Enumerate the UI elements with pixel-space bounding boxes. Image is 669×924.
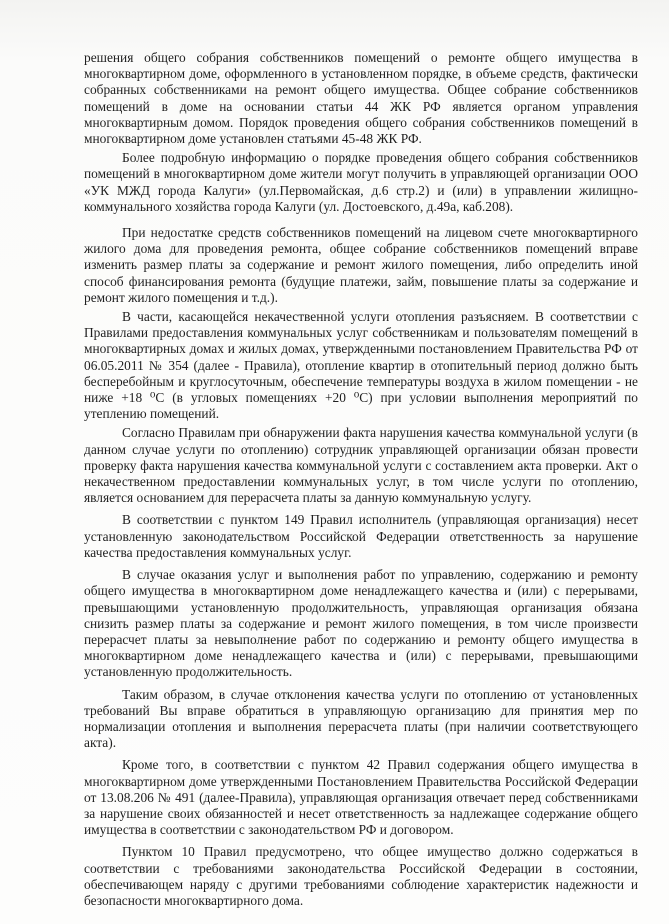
paragraph-clause-42: Кроме того, в соответствии с пунктом 42 Правил содержания общего имущества в многоквартирном доме утвержденными Постановлением Правительства Российской Федерации от 13.08.206 № 491 (далее-Правила), управляющая организация отвечает перед собственниками за нарушение своих обязанностей и несет ответственность за надлежащее содержание общего имущества в соответствии с законодательством РФ и договором.: [84, 757, 638, 838]
paragraph-heating-quality: В части, касающейся некачественной услуги отопления разъясняем. В соответствии с Правилами предоставления коммунальных услуг собственникам и пользователям помещений в многоквартирных домах и жилых домах, утвержденными постановлением Правительства РФ от 06.05.2011 № 354 (далее - Правила), отопление квартир в отопительный период должно быть бесперебойным и круглосуточным, обеспечение температуры воздуха в жилом помещении - не ниже +18 ⁰С (в угловых помещениях +20 ⁰С) при условии выполнения мероприятий по утеплению помещений.: [84, 309, 638, 422]
document-body: [84, 50, 638, 909]
paragraph-continuation: решения общего собрания собственников помещений о ремонте общего имущества в многоквартирном доме, оформленного в установленном порядке, в объеме средств, фактически собранных собственниками на ремонт общего имущества. Общее собрание собственников помещений в доме на основании статьи 44 ЖК РФ является органом управления многоквартирным домом. Порядок проведения общего собрания собственников помещений в многоквартирном доме установлен статьями 45-48 ЖК РФ.: [84, 50, 638, 147]
paragraph-inspection-act: Согласно Правилам при обнаружении факта нарушения качества коммунальной услуги (в данном случае услуги по отоплению) сотрудник управляющей организации обязан провести проверку факта нарушения качества коммунальной услуги с составлением акта проверки. Акт о некачественном предоставлении коммунальных услуг, в том числе услуги по отоплению, является основанием для перерасчета платы за данную коммунальную услугу.: [84, 425, 638, 506]
paragraph-payment-reduction: В случае оказания услуг и выполнения работ по управлению, содержанию и ремонту общего имущества в многоквартирном доме ненадлежащего качества и (или) с перерывами, превышающими установленную продолжительность, управляющая организация обязана снизить размер платы за содержание и ремонт жилого помещения, в том числе произвести перерасчет платы за невыполнение работ по содержанию и ремонту общего имущества в многоквартирном доме ненадлежащего качества и (или) с перерывами, превышающими установленную продолжительность.: [84, 567, 638, 680]
paragraph-more-info: Более подробную информацию о порядке проведения общего собрания собственников помещений в многоквартирном доме жители могут получить в управляющей организации ООО «УК МЖД города Калуги» (ул.Первомайская, д.6 стр.2) и (или) в управлении жилищно-коммунального хозяйства города Калуги (ул. Достоевского, д.49а, каб.208).: [84, 150, 638, 214]
paragraph-responsibility: В соответствии с пунктом 149 Правил исполнитель (управляющая организация) несет установленную законодательством Российской Федерации ответственность за нарушение качества предоставления коммунальных услуг.: [84, 512, 638, 560]
paragraph-insufficient-funds: При недостатке средств собственников помещений на лицевом счете многоквартирного жилого дома для проведения ремонта, общее собрание собственников помещений вправе изменить размер платы за содержание и ремонт жилого помещения, либо определить иной способ финансирования ремонта (будущие платежи, займ, повышение платы за содержание и ремонт жилого помещения и т.д.).: [84, 225, 638, 305]
paragraph-clause-10: Пунктом 10 Правил предусмотрено, что общее имущество должно содержаться в соответствии с требованиями законодательства Российской Федерации в состоянии, обеспечивающем наряду с другими требованиями соблюдение характеристик надежности и безопасности многоквартирного дома.: [84, 844, 638, 908]
paragraph-conclusion: Таким образом, в случае отклонения качества услуги по отоплению от установленных требований Вы вправе обратиться в управляющую организацию для принятия мер по нормализации отопления и выполнения перерасчета платы (при наличии соответствующего акта).: [84, 686, 638, 751]
